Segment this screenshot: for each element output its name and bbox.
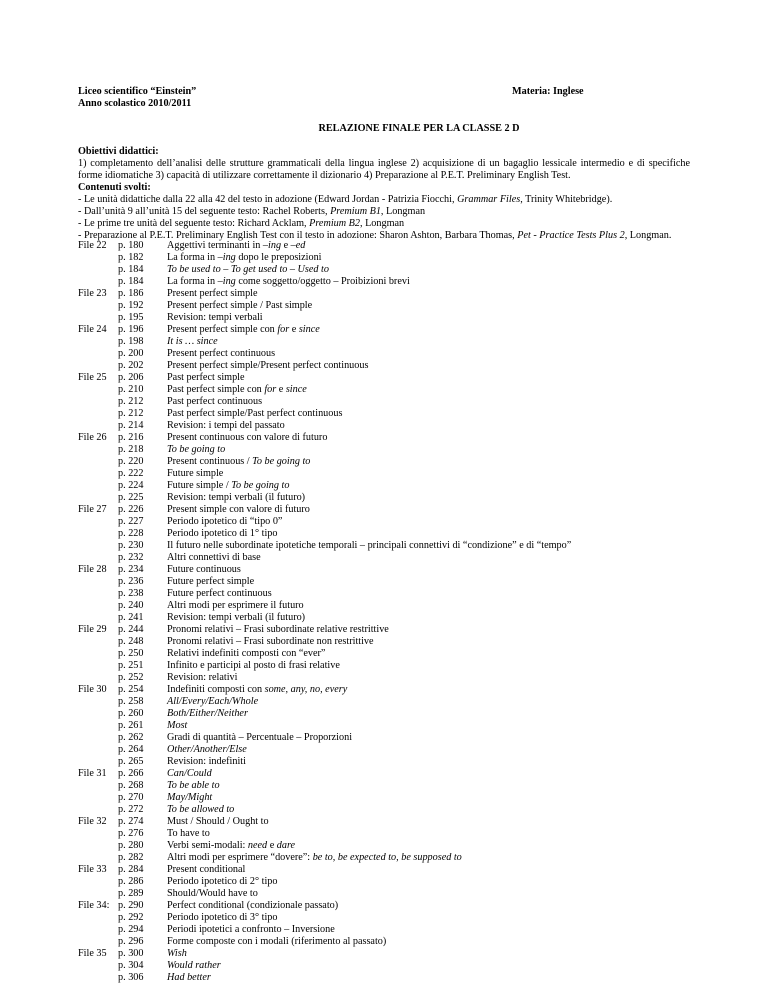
page-number: p. 280 [118, 840, 144, 851]
page-number: p. 262 [118, 732, 144, 743]
text-run: Altri modi per esprimere “dovere”: [167, 852, 313, 863]
text-run: Forme composte con i modali (riferimento al passato) [167, 936, 387, 947]
topic [167, 444, 225, 456]
contents-item [78, 206, 690, 218]
topic [167, 756, 246, 768]
italic-text: Other/Another/Else [167, 744, 247, 755]
topic [167, 768, 212, 780]
page-number: p. 212 [118, 408, 144, 419]
italic-text: be to, be expected to, be supposed to [312, 852, 462, 863]
text-run: e [281, 240, 291, 251]
text-run: Revision: i tempi del passato [167, 420, 285, 431]
page-number: p. 244 [118, 624, 144, 635]
text-run: , Longman [380, 206, 426, 217]
text-run: Future continuous [167, 564, 241, 575]
text-run: Indefiniti composti con [167, 684, 265, 695]
file-label: File 28 [78, 564, 107, 575]
page-number: p. 240 [118, 600, 144, 611]
text-run: e [289, 324, 299, 335]
topic [167, 636, 374, 648]
topic [167, 300, 312, 312]
contents-item [78, 218, 690, 230]
page-number: p. 222 [118, 468, 144, 479]
topic [167, 576, 254, 588]
topic [167, 264, 329, 276]
text-run: Periodo ipotetico di 2° tipo [167, 876, 278, 887]
page-number: p. 236 [118, 576, 144, 587]
text-run: Periodi ipotetici a confronto – Inversione [167, 924, 335, 935]
topic [167, 924, 335, 936]
italic-text: dare [276, 840, 296, 851]
text-run: Future perfect simple [167, 576, 255, 587]
italic-text: May/Might [167, 792, 213, 803]
page-number: p. 196 [118, 324, 144, 335]
text-run: Past perfect simple/Past perfect continuous [167, 408, 343, 419]
italic-text: –ing [217, 276, 236, 287]
topic [167, 360, 368, 372]
page-number: p. 304 [118, 960, 144, 971]
page-number: p. 218 [118, 444, 144, 455]
page-number: p. 180 [118, 240, 144, 251]
page-number: p. 225 [118, 492, 144, 503]
page-number: p. 265 [118, 756, 144, 767]
contents-heading: Contenuti svolti: [78, 182, 151, 193]
text-run: La forma in [167, 252, 218, 263]
file-label: File 25 [78, 372, 107, 383]
header-left [78, 86, 196, 110]
italic-text: Would rather [167, 960, 221, 971]
text-run: Pronomi relativi – Frasi subordinate relative restrittive [167, 624, 389, 635]
text-run: Future perfect continuous [167, 588, 272, 599]
topic [167, 384, 307, 396]
topic [167, 480, 289, 492]
topic [167, 324, 320, 336]
topic [167, 252, 322, 264]
topic [167, 312, 263, 324]
contents-list [78, 194, 690, 242]
page-number: p. 206 [118, 372, 144, 383]
text-run: Altri connettivi di base [167, 552, 261, 563]
page-number: p. 284 [118, 864, 144, 875]
italic-text: Can/Could [167, 768, 212, 779]
file-label: File 31 [78, 768, 107, 779]
topic [167, 816, 269, 828]
objectives-heading: Obiettivi didattici: [78, 146, 159, 157]
text-run: - Le prime tre unità del seguente testo: Richard Acklam, [78, 218, 310, 229]
file-label: File 22 [78, 240, 107, 251]
text-run: Past perfect continuous [167, 396, 263, 407]
page-number: p. 248 [118, 636, 144, 647]
file-label: File 29 [78, 624, 107, 635]
text-run: Present conditional [167, 864, 246, 875]
text-run: La forma in [167, 276, 218, 287]
topic [167, 240, 305, 252]
text-run: Verbi semi-modali: [167, 840, 248, 851]
italic-text: –ing [217, 252, 236, 263]
school-year: Anno scolastico 2010/2011 [78, 98, 192, 109]
topic [167, 648, 325, 660]
page-number: p. 224 [118, 480, 144, 491]
topic [167, 552, 261, 564]
italic-text: some, any, no, every [264, 684, 348, 695]
text-run: Past perfect simple con [167, 384, 265, 395]
topic [167, 396, 262, 408]
file-label: File 34: [78, 900, 110, 911]
text-run: , Longman. [624, 230, 672, 241]
italic-text: Wish [167, 948, 187, 959]
text-run: Perfect conditional (condizionale passato) [167, 900, 339, 911]
italic-text: To be going to [231, 480, 290, 491]
file-label: File 23 [78, 288, 107, 299]
text-run: , Trinity Whitebridge). [520, 194, 613, 205]
text-run: Present continuous / [167, 456, 253, 467]
page-number: p. 192 [118, 300, 144, 311]
italic-text: Premium B1 [330, 206, 381, 217]
text-run: Revision: indefiniti [167, 756, 246, 767]
page-number: p. 290 [118, 900, 144, 911]
topic [167, 420, 285, 432]
topic [167, 540, 571, 552]
topic [167, 372, 245, 384]
page-number: p. 264 [118, 744, 144, 755]
page-number: p. 184 [118, 264, 144, 275]
topic [167, 336, 218, 348]
italic-text: It is … since [167, 336, 218, 347]
italic-text: To be going to [252, 456, 311, 467]
page-number: p. 186 [118, 288, 144, 299]
text-run: To have to [167, 828, 210, 839]
page-number: p. 294 [118, 924, 144, 935]
text-run: Periodo ipotetico di 1° tipo [167, 528, 278, 539]
page-number: p. 258 [118, 696, 144, 707]
topic [167, 792, 212, 804]
page-number: p. 272 [118, 804, 144, 815]
topic [167, 624, 389, 636]
page-number: p. 260 [118, 708, 144, 719]
page-number: p. 276 [118, 828, 144, 839]
text-run: Revision: tempi verbali (il futuro) [167, 612, 306, 623]
page-number: p. 241 [118, 612, 144, 623]
text-run: , Longman [359, 218, 405, 229]
text-run: Present simple con valore di futuro [167, 504, 310, 515]
page-number: p. 227 [118, 516, 144, 527]
page-number: p. 195 [118, 312, 144, 323]
page-number: p. 289 [118, 888, 144, 899]
topic [167, 408, 342, 420]
text-run: Present perfect simple con [167, 324, 278, 335]
topic [167, 744, 247, 756]
topic [167, 432, 327, 444]
text-run: Present perfect continuous [167, 348, 276, 359]
text-run: e [276, 384, 286, 395]
topic [167, 828, 210, 840]
page-number: p. 266 [118, 768, 144, 779]
italic-text: To be able to [167, 780, 220, 791]
text-run: Periodo ipotetico di 3° tipo [167, 912, 278, 923]
text-run: - Le unità didattiche dalla 22 alla 42 del testo in adozione (Edward Jordan - Patrizia Fiocchi, [78, 194, 458, 205]
contents-item [78, 194, 690, 206]
page-number: p. 182 [118, 252, 144, 263]
file-label: File 30 [78, 684, 107, 695]
italic-text: since [285, 384, 307, 395]
italic-text: Most [167, 720, 188, 731]
file-label: File 35 [78, 948, 107, 959]
topic [167, 876, 277, 888]
page-number: p. 202 [118, 360, 144, 371]
topic [167, 516, 282, 528]
italic-text: Both/Either/Neither [167, 708, 248, 719]
page-number: p. 252 [118, 672, 144, 683]
text-run: e [267, 840, 277, 851]
topic [167, 732, 352, 744]
text-run: Present perfect simple / Past simple [167, 300, 313, 311]
topic [167, 588, 272, 600]
page-title: RELAZIONE FINALE PER LA CLASSE 2 D [318, 123, 520, 134]
topic [167, 720, 187, 732]
page-number: p. 212 [118, 396, 144, 407]
file-label: File 24 [78, 324, 107, 335]
text-run: Il futuro nelle subordinate ipotetiche temporali – principali connettivi di “condizione” e di “tempo” [167, 540, 572, 551]
topic [167, 888, 258, 900]
file-label: File 33 [78, 864, 107, 875]
topic [167, 972, 211, 984]
topic [167, 960, 221, 972]
topic [167, 948, 187, 960]
italic-text: –ing [262, 240, 282, 251]
italic-text: All/Every/Each/Whole [167, 696, 259, 707]
topic [167, 696, 258, 708]
italic-text: for [264, 384, 277, 395]
file-label: File 27 [78, 504, 107, 515]
page-number: p. 306 [118, 972, 144, 983]
page-number: p. 292 [118, 912, 144, 923]
text-run: Past perfect simple [167, 372, 245, 383]
italic-text: –ed [290, 240, 306, 251]
page-number: p. 261 [118, 720, 144, 731]
page-number: p. 250 [118, 648, 144, 659]
italic-text: To be going to [167, 444, 226, 455]
text-run: Present perfect simple/Present perfect continuous [167, 360, 369, 371]
italic-text: To be allowed to [167, 804, 235, 815]
italic-text: since [298, 324, 320, 335]
topic [167, 492, 305, 504]
text-run: Aggettivi terminanti in [167, 240, 263, 251]
text-run: Future simple / [167, 480, 232, 491]
intro-section [78, 146, 690, 242]
text-run: Should/Would have to [167, 888, 258, 899]
italic-text: Had better [167, 972, 211, 983]
page-number: p. 232 [118, 552, 144, 563]
text-run: dopo le preposizioni [235, 252, 322, 263]
file-label: File 26 [78, 432, 107, 443]
topic [167, 528, 277, 540]
text-run: Revision: relativi [167, 672, 238, 683]
page-number: p. 198 [118, 336, 144, 347]
page-number: p. 200 [118, 348, 144, 359]
page-number: p. 228 [118, 528, 144, 539]
text-run: Gradi di quantità – Percentuale – Proporzioni [167, 732, 353, 743]
subject-label: Materia: Inglese [512, 86, 584, 97]
topic [167, 852, 462, 864]
page-number: p. 268 [118, 780, 144, 791]
text-run: Present continuous con valore di futuro [167, 432, 328, 443]
page-number: p. 270 [118, 792, 144, 803]
text-run: Relativi indefiniti composti con “ever” [167, 648, 326, 659]
page-number: p. 234 [118, 564, 144, 575]
topic [167, 780, 220, 792]
topic [167, 504, 310, 516]
topic [167, 912, 277, 924]
page-number: p. 226 [118, 504, 144, 515]
page-number: p. 254 [118, 684, 144, 695]
text-run: Periodo ipotetico di “tipo 0” [167, 516, 283, 527]
file-label: File 32 [78, 816, 107, 827]
text-run: - Dall’unità 9 all’unità 15 del seguente testo: Rachel Roberts, [78, 206, 331, 217]
page-number: p. 296 [118, 936, 144, 947]
topic [167, 840, 295, 852]
page-number: p. 220 [118, 456, 144, 467]
topic [167, 288, 258, 300]
italic-text: Pet - Practice Tests Plus 2 [517, 230, 625, 241]
text-run: Pronomi relativi – Frasi subordinate non restrittive [167, 636, 374, 647]
text-run: Must / Should / Ought to [167, 816, 269, 827]
topic [167, 456, 310, 468]
topic [167, 900, 338, 912]
topic [167, 708, 248, 720]
topic [167, 864, 245, 876]
italic-text: Premium B2 [309, 218, 360, 229]
topic [167, 564, 241, 576]
page-number: p. 230 [118, 540, 144, 551]
italic-text: To be used to – To get used to – Used to [167, 264, 329, 275]
italic-text: for [277, 324, 290, 335]
topic [167, 600, 304, 612]
topic [167, 612, 305, 624]
italic-text: need [247, 840, 268, 851]
italic-text: Grammar Files [457, 194, 521, 205]
page-number: p. 184 [118, 276, 144, 287]
topic [167, 684, 347, 696]
topic [167, 660, 340, 672]
topic [167, 936, 386, 948]
page-number: p. 216 [118, 432, 144, 443]
page-number: p. 214 [118, 420, 144, 431]
text-run: Revision: tempi verbali [167, 312, 263, 323]
text-run: - Preparazione al P.E.T. Preliminary English Test con il testo in adozione: Sharon Ashton, Barbara Thomas, [78, 230, 518, 241]
text-run: Revision: tempi verbali (il futuro) [167, 492, 306, 503]
text-run: Altri modi per esprimere il futuro [167, 600, 304, 611]
page-number: p. 238 [118, 588, 144, 599]
topic [167, 348, 275, 360]
text-run: Present perfect simple [167, 288, 258, 299]
page-number: p. 274 [118, 816, 144, 827]
topic [167, 672, 237, 684]
text-run: come soggetto/oggetto – Proibizioni brevi [235, 276, 410, 287]
topic [167, 804, 234, 816]
page-number: p. 251 [118, 660, 144, 671]
topic [167, 468, 223, 480]
text-run: Future simple [167, 468, 224, 479]
page-number: p. 286 [118, 876, 144, 887]
page-number: p. 282 [118, 852, 144, 863]
school-name: Liceo scientifico “Einstein” [78, 86, 197, 97]
page-number: p. 300 [118, 948, 144, 959]
topic [167, 276, 410, 288]
objectives-text: 1) completamento dell’analisi delle strutture grammaticali della lingua inglese 2) acquisizione di un bagaglio lessicale intermedio e di specifiche forme idiomatiche 3) capacità di utilizzare correttamente il dizionario 4) Preparazione al P.E.T. Preliminary English Test. [78, 158, 690, 181]
page-number: p. 210 [118, 384, 144, 395]
text-run: Infinito e participi al posto di frasi relative [167, 660, 340, 671]
